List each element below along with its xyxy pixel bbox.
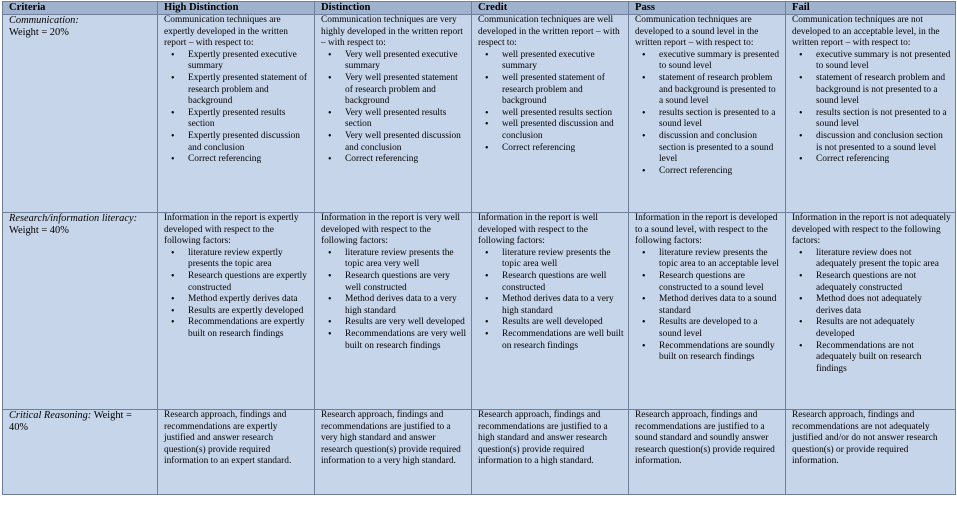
cell-description: Information in the report is expertly developed with respect to the following factors: (164, 213, 299, 247)
bullet-item: • Recommendations are well built on research findings (502, 329, 624, 352)
rubric-cell-pass (629, 410, 786, 495)
rubric-cell-high-distinction (158, 15, 315, 213)
bullet-item: • Correct referencing (659, 166, 781, 178)
rubric-cell-high-distinction (158, 213, 315, 410)
bullet-list (321, 50, 467, 166)
cell-description: Research approach, findings and recommendations are justified to a very high standard and answer research question(s) provide required information to a very high standard. (321, 410, 461, 467)
criterion-weight: Weight = 20% (9, 27, 69, 39)
rubric-cell-distinction (315, 15, 472, 213)
bullet-item: • Results are developed to a sound level (659, 317, 781, 340)
bullet-item: • well presented discussion and conclusion (502, 119, 624, 142)
rubric-cell-fail (786, 213, 956, 410)
cell-description: Information in the report is developed to a sound level, with respect to the following factors: (635, 213, 778, 247)
cell-description: Communication techniques are well developed in the written report – with respect to: (478, 15, 620, 49)
rubric-cell-credit (472, 410, 629, 495)
bullet-item: • Method derives data to a sound standard (659, 294, 781, 317)
cell-description: Communication techniques are not developed to an acceptable level, in the written report – with respect to: (792, 15, 940, 49)
criterion-cell (3, 15, 158, 213)
bullet-item: • Expertly presented executive summary (188, 50, 310, 73)
bullet-list (478, 50, 624, 154)
bullet-list (792, 50, 951, 166)
header-criteria: Criteria (3, 2, 158, 15)
header-row (3, 2, 956, 15)
criterion-weight: Weight = 40% (9, 410, 132, 434)
bullet-item: • executive summary is not presented to sound level (816, 50, 951, 73)
rubric-cell-pass (629, 213, 786, 410)
bullet-item: • Very well presented results section (345, 108, 467, 131)
rubric-cell-credit (472, 213, 629, 410)
cell-description: Communication techniques are very highly developed in the written report – with respect to: (321, 15, 463, 49)
bullet-list (164, 50, 310, 166)
bullet-list (164, 248, 310, 341)
bullet-item: • Expertly presented statement of research problem and background (188, 73, 310, 108)
bullet-item: • discussion and conclusion section is presented to a sound level (659, 131, 781, 166)
bullet-item: • Research questions are expertly constructed (188, 271, 310, 294)
cell-description: Information in the report is well developed with respect to the following factors: (478, 213, 599, 247)
bullet-item: • Results are very well developed (345, 317, 467, 329)
criterion-weight: Weight = 40% (9, 225, 69, 237)
bullet-item: • Very well presented executive summary (345, 50, 467, 73)
criterion-row-critical-reasoning (3, 410, 956, 495)
bullet-item: • Correct referencing (502, 143, 624, 155)
bullet-item: • Correct referencing (188, 154, 310, 166)
criterion-name: Critical Reasoning: (9, 410, 92, 421)
cell-description: Communication techniques are expertly developed in the written report – with respect to: (164, 15, 288, 49)
cell-description: Research approach, findings and recommendations are justified to a sound standard and soundly answer research question(s) provide required information. (635, 410, 775, 467)
bullet-item: • Expertly presented discussion and conclusion (188, 131, 310, 154)
bullet-item: • literature review presents the topic area very well (345, 248, 467, 271)
header-pass: Pass (629, 2, 786, 15)
criterion-name: Research/information literacy: (9, 213, 138, 224)
cell-description: Research approach, findings and recommendations are not adequately justified and/or do not answer research question(s) or provide required information. (792, 410, 938, 467)
criterion-row-research-information-literacy (3, 213, 956, 410)
bullet-item: • literature review presents the topic area to an acceptable level (659, 248, 781, 271)
cell-description: Information in the report is not adequately developed with respect to the following factors: (792, 213, 951, 247)
bullet-item: • Method derives data to a very high standard (502, 294, 624, 317)
criterion-row-communication (3, 15, 956, 213)
rubric-cell-fail (786, 15, 956, 213)
bullet-item: • well presented executive summary (502, 50, 624, 73)
bullet-item: • Results are not adequately developed (816, 317, 951, 340)
rubric-cell-distinction (315, 410, 472, 495)
bullet-item: • literature review does not adequately present the topic area (816, 248, 951, 271)
rubric-cell-fail (786, 410, 956, 495)
bullet-list (321, 248, 467, 352)
bullet-item: • Recommendations are soundly built on research findings (659, 341, 781, 364)
bullet-item: • Research questions are very well constructed (345, 271, 467, 294)
cell-description: Information in the report is very well developed with respect to the following factors: (321, 213, 461, 247)
bullet-item: • literature review expertly presents the topic area (188, 248, 310, 271)
bullet-item: • Results are expertly developed (188, 306, 310, 318)
header-distinction: Distinction (315, 2, 472, 15)
bullet-item: • discussion and conclusion section is not presented to a sound level (816, 131, 951, 154)
bullet-item: • Research questions are not adequately constructed (816, 271, 951, 294)
bullet-item: • Recommendations are very well built on research findings (345, 329, 467, 352)
bullet-item: • Expertly presented results section (188, 108, 310, 131)
bullet-list (478, 248, 624, 352)
bullet-item: • Correct referencing (816, 154, 951, 166)
header-credit: Credit (472, 2, 629, 15)
bullet-item: • Very well presented statement of research problem and background (345, 73, 467, 108)
bullet-item: • Method does not adequately derives data (816, 294, 951, 317)
bullet-item: • well presented results section (502, 108, 624, 120)
bullet-item: • Recommendations are expertly built on research findings (188, 317, 310, 340)
assessment-rubric-table (2, 1, 956, 495)
bullet-item: • results section is presented to a sound level (659, 108, 781, 131)
bullet-item: • Results are well developed (502, 317, 624, 329)
rubric-cell-pass (629, 15, 786, 213)
cell-description: Research approach, findings and recommendations are justified to a high standard and answer research question(s) provide required information to a high standard. (478, 410, 608, 467)
rubric-cell-distinction (315, 213, 472, 410)
criterion-cell (3, 410, 158, 495)
bullet-item: • Research questions are well constructed (502, 271, 624, 294)
cell-description: Research approach, findings and recommendations are expertly justified and answer research question(s) provide required information to an expert standard. (164, 410, 292, 467)
bullet-item: • Method derives data to a very high standard (345, 294, 467, 317)
bullet-item: • Research questions are constructed to a sound level (659, 271, 781, 294)
rubric-cell-high-distinction (158, 410, 315, 495)
bullet-item: • Recommendations are not adequately built on research findings (816, 341, 951, 376)
bullet-item: • Correct referencing (345, 154, 467, 166)
bullet-item: • well presented statement of research problem and background (502, 73, 624, 108)
criterion-cell (3, 213, 158, 410)
bullet-list (792, 248, 951, 376)
bullet-item: • executive summary is presented to sound level (659, 50, 781, 73)
bullet-list (635, 248, 781, 364)
rubric-cell-credit (472, 15, 629, 213)
bullet-list (635, 50, 781, 178)
bullet-item: • results section is not presented to a sound level (816, 108, 951, 131)
bullet-item: • Method expertly derives data (188, 294, 310, 306)
header-high-distinction: High Distinction (158, 2, 315, 15)
bullet-item: • statement of research problem and background is presented to a sound level (659, 73, 781, 108)
cell-description: Communication techniques are developed to a sound level in the written report – with respect to: (635, 15, 759, 49)
bullet-item: • literature review presents the topic area well (502, 248, 624, 271)
bullet-item: • Very well presented discussion and conclusion (345, 131, 467, 154)
criterion-name: Communication: (9, 15, 79, 26)
header-fail: Fail (786, 2, 956, 15)
bullet-item: • statement of research problem and background is not presented to a sound level (816, 73, 951, 108)
